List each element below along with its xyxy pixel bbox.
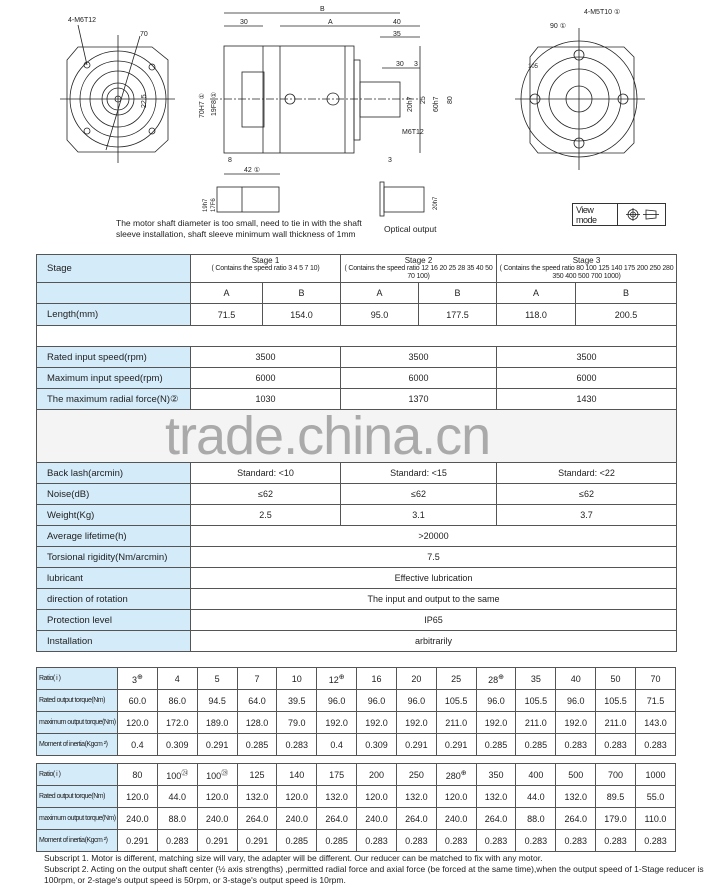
rear-view-drawing [515, 8, 645, 170]
lifetime-label: Average lifetime(h) [37, 526, 191, 547]
value-cell: 0.291 [118, 830, 158, 852]
footnote-1: Subscript 1. Motor is different, matching size will vary, the adapter will be different. Our reducer can be matched to fix with any motor. [44, 853, 543, 863]
length-row [37, 304, 677, 326]
front-holes-label: 4-M6T12 [68, 17, 97, 24]
value-cell: 71.5 [635, 690, 675, 712]
view-mode-label: View mode [573, 204, 618, 225]
weight-row: Weight(Kg) 2.5 3.1 3.7 [37, 505, 677, 526]
ratio-cell: 200 [357, 764, 397, 786]
value-cell: 105.5 [436, 690, 476, 712]
ratio-cell: 20 [396, 668, 436, 690]
obscured-row [37, 410, 677, 463]
max-input-label: Maximum input speed(rpm) [37, 368, 191, 389]
row-label: maximum output torque(Nm) [37, 808, 118, 830]
dim-80: 80 [447, 96, 454, 104]
value-cell: 120.0 [277, 786, 317, 808]
sub-header: A [341, 283, 419, 304]
ratio-cell: 1000 [635, 764, 675, 786]
value-cell: 39.5 [277, 690, 317, 712]
ratio-cell: 3⊕ [118, 668, 158, 690]
sub-header: B [419, 283, 497, 304]
ratio-cell: 4 [157, 668, 197, 690]
ab-row [37, 283, 677, 304]
value-cell: 0.4 [118, 734, 158, 756]
dim-60h7: 60h7 [433, 96, 440, 112]
value-cell: 192.0 [476, 712, 516, 734]
value-cell: 105.5 [596, 690, 636, 712]
stage-label: Stage [37, 255, 191, 283]
output-caption: Optical output [384, 224, 437, 234]
value-cell: 132.0 [476, 786, 516, 808]
noise-row: Noise(dB) ≤62 ≤62 ≤62 [37, 484, 677, 505]
length-value: 154.0 [263, 304, 341, 326]
ratio-cell: 12⊕ [317, 668, 357, 690]
value-cell: 89.5 [596, 786, 636, 808]
value-cell: 0.285 [237, 734, 277, 756]
sub-header: B [263, 283, 341, 304]
value-cell: 0.283 [157, 830, 197, 852]
dim-A: A [328, 19, 333, 26]
max-input-row: Maximum input speed(rpm) 6000 6000 6000 [37, 368, 677, 389]
value-cell: 120.0 [118, 712, 158, 734]
sub-header: A [497, 283, 576, 304]
row-label: maximum output torque(Nm) [37, 712, 118, 734]
radial-force-label: The maximum radial force(N)② [37, 389, 191, 410]
value-cell: 240.0 [436, 808, 476, 830]
ratio-cell: 700 [596, 764, 636, 786]
rigidity-label: Torsional rigidity(Nm/arcmin) [37, 547, 191, 568]
value-cell: 44.0 [516, 786, 556, 808]
value-cell: 240.0 [118, 808, 158, 830]
row-label: Moment of inertia(Kgcm ²) [37, 830, 118, 852]
rotation-value: The input and output to the same [191, 589, 677, 610]
value-cell: 0.283 [596, 734, 636, 756]
value-cell: 0.309 [157, 734, 197, 756]
value-cell: 132.0 [556, 786, 596, 808]
stage-ratios: ( Contains the speed ratio 80 100 125 140 175 200 250 280 350 400 500 700 1000) [499, 265, 674, 280]
value-cell: 0.283 [556, 830, 596, 852]
radial-force-row: The maximum radial force(N)② 1030 1370 1430 [37, 389, 677, 410]
stage-ratios: ( Contains the speed ratio 12 16 20 25 28 35 40 50 70 100) [344, 265, 493, 280]
rotation-label: direction of rotation [37, 589, 191, 610]
protection-value: IP65 [191, 610, 677, 631]
value-cell: 0.291 [436, 734, 476, 756]
dim-3b: 3 [388, 157, 392, 164]
value-cell: 189.0 [197, 712, 237, 734]
rigidity-row [37, 547, 677, 568]
value-cell: 88.0 [157, 808, 197, 830]
side-view-drawing [198, 6, 454, 174]
length-value: 95.0 [341, 304, 419, 326]
ratio-cell: 250 [396, 764, 436, 786]
value-cell: 0.283 [596, 830, 636, 852]
row-label: Rated output torque(Nm) [37, 690, 118, 712]
spec-table [36, 254, 677, 652]
length-value: 200.5 [576, 304, 677, 326]
value-cell: 0.283 [357, 830, 397, 852]
value-cell: 86.0 [157, 690, 197, 712]
value-cell: 0.309 [357, 734, 397, 756]
ratio-cell: 280⊕ [436, 764, 476, 786]
dim-20h7: 20h7 [407, 96, 414, 112]
sleeve-caption: The motor shaft diameter is too small, need to tie in with the shaft sleeve installation, shaft sleeve minimum wall thickness of 1mm [116, 218, 362, 239]
length-label: Length(mm) [37, 304, 191, 326]
stage-2-header [341, 255, 497, 283]
value-cell: 264.0 [556, 808, 596, 830]
projection-symbol-icon [618, 204, 665, 225]
value-cell: 0.291 [396, 734, 436, 756]
ratio-cell: 50 [596, 668, 636, 690]
lubricant-label: lubricant [37, 568, 191, 589]
ratio-cell: 125 [237, 764, 277, 786]
sub-header: B [576, 283, 677, 304]
spacer-row [37, 326, 677, 347]
footnote-2: Subscript 2. Acting on the output shaft center (½ axis strengths) ,permitted radial force and axial force (be forced at the same time),when the output speed of 1-Stage reducer is 100rpm, or 2-stage's output speed is 50rpm, or 3-stage's output speed is 10rpm. [44, 864, 704, 885]
value-cell: 179.0 [596, 808, 636, 830]
ratio-cell: 28⊕ [476, 668, 516, 690]
value-cell: 88.0 [516, 808, 556, 830]
ratio-cell: 35 [516, 668, 556, 690]
value-cell: 132.0 [396, 786, 436, 808]
thread-label: M6T12 [402, 129, 424, 136]
value-cell: 64.0 [237, 690, 277, 712]
value-cell: 60.0 [118, 690, 158, 712]
rear-pcd-label: 90 ① [550, 23, 567, 30]
value-cell: 211.0 [516, 712, 556, 734]
rotation-row [37, 589, 677, 610]
value-cell: 0.291 [197, 734, 237, 756]
installation-value: arbitrarily [191, 631, 677, 652]
protection-label: Protection level [37, 610, 191, 631]
ratio-cell: 400 [516, 764, 556, 786]
value-cell: 0.283 [396, 830, 436, 852]
sub-header: A [191, 283, 263, 304]
length-value: 177.5 [419, 304, 497, 326]
dim-70h7: 70H7 ① [199, 93, 206, 118]
dim-42: 42 ① [244, 167, 261, 174]
dim-25: 25 [420, 96, 427, 104]
lubricant-value: Effective lubrication [191, 568, 677, 589]
stage-title: Stage 1 [251, 256, 280, 265]
ratio-table-1 [36, 667, 676, 756]
ratio-row [37, 764, 676, 786]
installation-label: Installation [37, 631, 191, 652]
watermark: trade.china.cn [165, 409, 491, 463]
dim-30: 30 [240, 19, 248, 26]
value-cell: 264.0 [317, 808, 357, 830]
value-cell: 0.283 [635, 734, 675, 756]
dim-3: 3 [414, 61, 418, 68]
ratio-table-2 [36, 763, 676, 852]
ratio-cell: 140 [277, 764, 317, 786]
rated-input-label: Rated input speed(rpm) [37, 347, 191, 368]
stage-3-header [497, 255, 677, 283]
weight-label: Weight(Kg) [37, 505, 191, 526]
value-cell: 0.283 [516, 830, 556, 852]
ratio-cell: 175 [317, 764, 357, 786]
row-label: Ratio( i ) [37, 668, 118, 690]
dim-8: 8 [228, 157, 232, 164]
ratio-cell: 10 [277, 668, 317, 690]
dim-35: 35 [393, 31, 401, 38]
noise-label: Noise(dB) [37, 484, 191, 505]
value-cell: 0.285 [277, 830, 317, 852]
stage-ratios: ( Contains the speed ratio 3 4 5 7 10) [211, 265, 320, 272]
value-cell: 0.283 [556, 734, 596, 756]
inertia-row [37, 830, 676, 852]
value-cell: 172.0 [157, 712, 197, 734]
value-cell: 120.0 [357, 786, 397, 808]
front-dim-label: 22.5 [141, 94, 148, 108]
max-torque-row [37, 712, 676, 734]
stage-title: Stage 2 [404, 256, 433, 265]
output-shaft-drawing [380, 182, 439, 216]
length-value: 118.0 [497, 304, 576, 326]
sleeve-dim-b: 17F6 [211, 198, 217, 212]
row-label: Moment of inertia(Kgcm ²) [37, 734, 118, 756]
value-cell: 96.0 [357, 690, 397, 712]
row-label: Rated output torque(Nm) [37, 786, 118, 808]
protection-row [37, 610, 677, 631]
row-label: Ratio( i ) [37, 764, 118, 786]
value-cell: 96.0 [556, 690, 596, 712]
value-cell: 240.0 [357, 808, 397, 830]
dim-30b: 30 [396, 61, 404, 68]
value-cell: 120.0 [436, 786, 476, 808]
ratio-cell: 70 [635, 668, 675, 690]
rated-input-row: Rated input speed(rpm) 3500 3500 3500 [37, 347, 677, 368]
stage-1-header [191, 255, 341, 283]
value-cell: 132.0 [317, 786, 357, 808]
lifetime-value: >20000 [191, 526, 677, 547]
sleeve-dim-a: 19h7 [203, 198, 209, 212]
value-cell: 0.285 [516, 734, 556, 756]
value-cell: 105.5 [516, 690, 556, 712]
ratio-cell: 40 [556, 668, 596, 690]
ratio-cell: 16 [357, 668, 397, 690]
value-cell: 240.0 [197, 808, 237, 830]
max-torque-row [37, 808, 676, 830]
value-cell: 0.285 [317, 830, 357, 852]
ratio-cell: 7 [237, 668, 277, 690]
dim-B: B [320, 6, 325, 13]
value-cell: 44.0 [157, 786, 197, 808]
rated-torque-row [37, 690, 676, 712]
front-view-drawing [60, 17, 175, 163]
stage-row [37, 255, 677, 283]
output-dim: 20h7 [433, 196, 439, 210]
length-value: 71.5 [191, 304, 263, 326]
value-cell: 94.5 [197, 690, 237, 712]
value-cell: 79.0 [277, 712, 317, 734]
rigidity-value: 7.5 [191, 547, 677, 568]
value-cell: 211.0 [436, 712, 476, 734]
value-cell: 128.0 [237, 712, 277, 734]
backlash-label: Back lash(arcmin) [37, 463, 191, 484]
value-cell: 120.0 [118, 786, 158, 808]
ratio-cell: 5 [197, 668, 237, 690]
ratio-cell: 80 [118, 764, 158, 786]
value-cell: 192.0 [317, 712, 357, 734]
stage-title: Stage 3 [572, 256, 601, 265]
value-cell: 264.0 [237, 808, 277, 830]
value-cell: 96.0 [396, 690, 436, 712]
value-cell: 0.291 [237, 830, 277, 852]
value-cell: 0.4 [317, 734, 357, 756]
lifetime-row [37, 526, 677, 547]
value-cell: 192.0 [357, 712, 397, 734]
value-cell: 96.0 [317, 690, 357, 712]
value-cell: 0.291 [197, 830, 237, 852]
value-cell: 132.0 [237, 786, 277, 808]
ratio-cell: 500 [556, 764, 596, 786]
value-cell: 96.0 [476, 690, 516, 712]
dim-40: 40 [393, 19, 401, 26]
value-cell: 0.283 [635, 830, 675, 852]
value-cell: 0.283 [436, 830, 476, 852]
shaft-sleeve-drawing [203, 187, 279, 212]
value-cell: 240.0 [277, 808, 317, 830]
value-cell: 0.283 [476, 830, 516, 852]
lubricant-row [37, 568, 677, 589]
front-pcd-label: 70 [140, 31, 148, 38]
installation-row [37, 631, 677, 652]
value-cell: 0.285 [476, 734, 516, 756]
ratio-cell: 25 [436, 668, 476, 690]
view-mode-box [572, 203, 666, 226]
value-cell: 192.0 [556, 712, 596, 734]
value-cell: 55.0 [635, 786, 675, 808]
value-cell: 264.0 [476, 808, 516, 830]
value-cell: 211.0 [596, 712, 636, 734]
dim-19f8: 19F8 ① [211, 91, 218, 116]
value-cell: 143.0 [635, 712, 675, 734]
ratio-cell: 350 [476, 764, 516, 786]
inertia-row [37, 734, 676, 756]
rear-holes-label: 4-M5T10 ① [584, 9, 621, 16]
ratio-cell: $100^㉘$ [197, 764, 237, 786]
value-cell: 264.0 [396, 808, 436, 830]
rated-torque-row [37, 786, 676, 808]
ratio-row [37, 668, 676, 690]
value-cell: 120.0 [197, 786, 237, 808]
value-cell: 192.0 [396, 712, 436, 734]
backlash-row: Back lash(arcmin) Standard: <10 Standard: <15 Standard: <22 [37, 463, 677, 484]
value-cell: 0.283 [277, 734, 317, 756]
rear-sq-label: 105 [528, 64, 539, 70]
footnotes [44, 853, 709, 886]
value-cell: 110.0 [635, 808, 675, 830]
ratio-cell: $100^㉔$ [157, 764, 197, 786]
